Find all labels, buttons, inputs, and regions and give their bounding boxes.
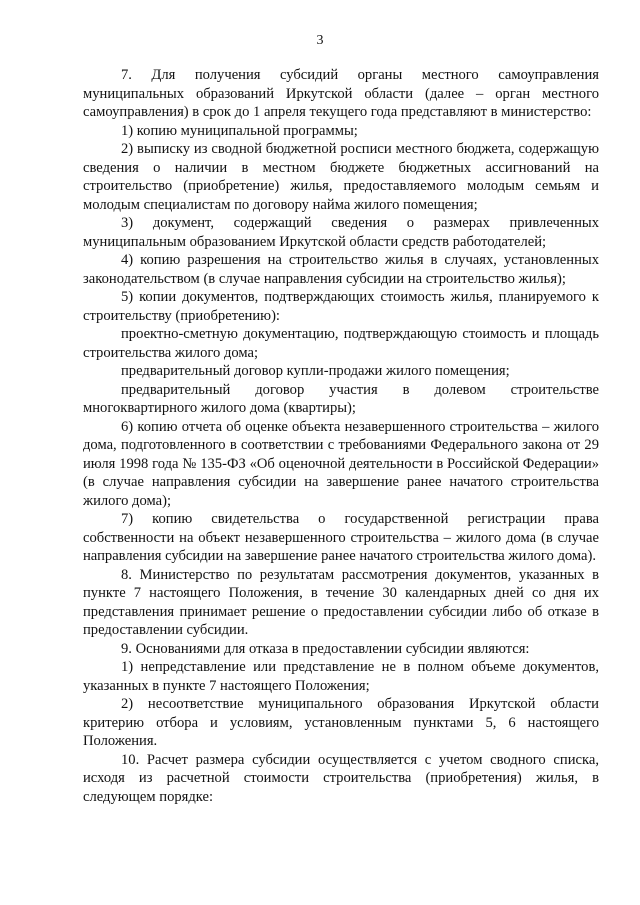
paragraph-7-item-2: 2) выписку из сводной бюджетной росписи местного бюджета, содержащую сведения о наличии в местном бюджете бюджетных ассигнований на строительство (приобретение) жилья, предоставляемого молодым семьям и молодым специалистам по договору найма жилого помещения; — [83, 141, 599, 213]
paragraph-7-item-7: 7) копию свидетельства о государственной регистрации права собственности на объект незавершенного строительства – жилого дома (в случае направления субсидии на завершение ранее начатого строительства жилого дома). — [83, 511, 599, 564]
paragraph-7-item-5-sub-3: предварительный договор участия в долевом строительстве многоквартирного жилого дома (квартиры); — [83, 381, 599, 416]
paragraph-7-item-5: 5) копии документов, подтверждающих стоимость жилья, планируемого к строительству (приобретению): — [83, 289, 599, 324]
paragraph-9-item-1: 1) непредставление или представление не в полном объеме документов, указанных в пункте 7 настоящего Положения; — [83, 659, 599, 694]
paragraph-7-item-6: 6) копию отчета об оценке объекта незавершенного строительства – жилого дома, подготовленного в соответствии с требованиями Федерального закона от 29 июля 1998 года № 135-ФЗ «Об оценочной деятельности в Российской Федерации» (в случае направления субсидии на завершение ранее начатого строительства жилого дома); — [83, 418, 599, 509]
paragraph-7: 7. Для получения субсидий органы местного самоуправления муниципальных образований Иркутской области (далее – орган местного самоуправления) в срок до 1 апреля текущего года представляют в министерство: — [83, 67, 599, 120]
paragraph-7-item-5-sub-1: проектно-сметную документацию, подтверждающую стоимость и площадь строительства жилого дома; — [83, 326, 599, 361]
paragraph-9: 9. Основаниями для отказа в предоставлении субсидии являются: — [121, 640, 530, 657]
paragraph-9-item-2: 2) несоответствие муниципального образования Иркутской области критерию отбора и условиям, установленным пунктами 5, 6 настоящего Положения. — [83, 696, 599, 749]
paragraph-7-item-4: 4) копию разрешения на строительство жилья в случаях, установленных законодательством (в случае направления субсидии на строительство жилья); — [83, 252, 599, 287]
paragraph-8: 8. Министерство по результатам рассмотрения документов, указанных в пункте 7 настоящего Положения, в течение 30 календарных дней со дня их представления принимает решение о предоставлении субсидии либо об отказе в предоставлении субсидии. — [83, 566, 599, 638]
document-body — [83, 66, 599, 806]
page-number: 3 — [316, 33, 324, 48]
paragraph-10: 10. Расчет размера субсидии осуществляется с учетом сводного списка, исходя из расчетной стоимости строительства (приобретения) жилья, в следующем порядке: — [83, 751, 599, 805]
paragraph-7-item-1: 1) копию муниципальной программы; — [121, 122, 358, 139]
paragraph-7-item-5-sub-2: предварительный договор купли-продажи жилого помещения; — [121, 363, 510, 379]
paragraph-7-item-3: 3) документ, содержащий сведения о размерах привлеченных муниципальным образованием Иркутской области средств работодателей; — [83, 215, 599, 250]
